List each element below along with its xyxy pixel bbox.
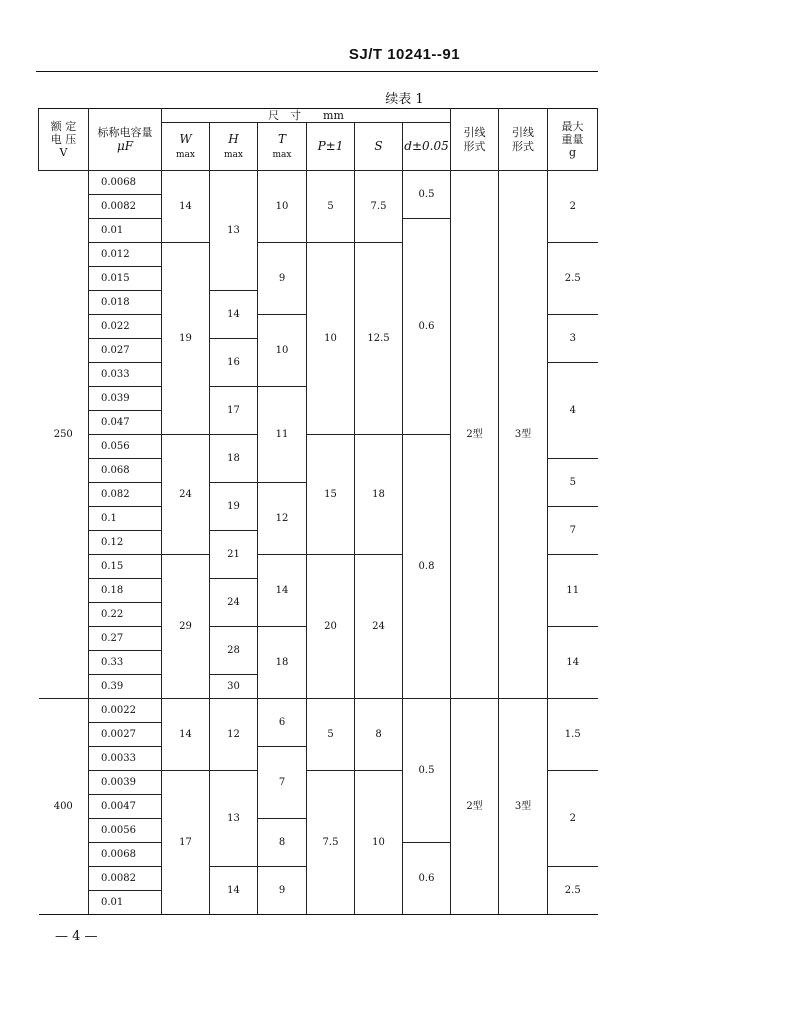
w-cell: 14 — [162, 171, 210, 243]
capacitance-cell: 0.033 — [89, 363, 162, 387]
capacitance-cell: 0.0082 — [89, 195, 162, 219]
d-cell: 0.6 — [403, 219, 451, 435]
header-s: S — [355, 123, 403, 171]
capacitance-cell: 0.01 — [89, 219, 162, 243]
w-cell: 29 — [162, 555, 210, 699]
weight-cell: 5 — [548, 459, 598, 507]
s-cell: 10 — [355, 771, 403, 915]
capacitor-dimension-table — [38, 108, 598, 915]
capacitance-cell: 0.082 — [89, 483, 162, 507]
capacitance-cell: 0.39 — [89, 675, 162, 699]
capacitance-cell: 0.0022 — [89, 699, 162, 723]
capacitance-cell: 0.33 — [89, 651, 162, 675]
h-cell: 13 — [210, 771, 258, 867]
w-cell: 14 — [162, 699, 210, 771]
lead-type-2-cell: 3型 — [499, 171, 548, 699]
s-cell: 7.5 — [355, 171, 403, 243]
p-cell: 15 — [307, 435, 355, 555]
h-cell: 21 — [210, 531, 258, 579]
p-cell: 7.5 — [307, 771, 355, 915]
t-cell: 18 — [258, 627, 307, 699]
t-cell: 10 — [258, 315, 307, 387]
capacitance-cell: 0.068 — [89, 459, 162, 483]
header-rated-voltage: 额 定 电 压 V — [39, 109, 89, 171]
header-h: H max — [210, 123, 258, 171]
capacitance-cell: 0.0027 — [89, 723, 162, 747]
capacitance-cell: 0.056 — [89, 435, 162, 459]
capacitance-cell: 0.022 — [89, 315, 162, 339]
header-dimensions: 尺 寸 mm — [162, 109, 451, 123]
capacitance-cell: 0.047 — [89, 411, 162, 435]
capacitance-cell: 0.0068 — [89, 171, 162, 195]
capacitance-cell: 0.0047 — [89, 795, 162, 819]
capacitance-cell: 0.01 — [89, 891, 162, 915]
weight-cell: 14 — [548, 627, 598, 699]
w-cell: 17 — [162, 771, 210, 915]
h-cell: 28 — [210, 627, 258, 675]
weight-cell: 4 — [548, 363, 598, 459]
table-row — [39, 699, 598, 723]
capacitance-cell: 0.0033 — [89, 747, 162, 771]
weight-cell: 11 — [548, 555, 598, 627]
w-cell: 24 — [162, 435, 210, 555]
capacitance-cell: 0.22 — [89, 603, 162, 627]
h-cell: 13 — [210, 171, 258, 291]
p-cell: 5 — [307, 699, 355, 771]
lead-type-1-cell: 2型 — [451, 171, 499, 699]
p-cell: 10 — [307, 243, 355, 435]
capacitance-cell: 0.015 — [89, 267, 162, 291]
t-cell: 8 — [258, 819, 307, 867]
t-cell: 9 — [258, 867, 307, 915]
capacitance-cell: 0.18 — [89, 579, 162, 603]
h-cell: 18 — [210, 435, 258, 483]
weight-cell: 2.5 — [548, 867, 598, 915]
header-w: W max — [162, 123, 210, 171]
h-cell: 14 — [210, 867, 258, 915]
weight-cell: 3 — [548, 315, 598, 363]
weight-cell: 1.5 — [548, 699, 598, 771]
capacitance-cell: 0.15 — [89, 555, 162, 579]
t-cell: 12 — [258, 483, 307, 555]
h-cell: 14 — [210, 291, 258, 339]
capacitance-cell: 0.0039 — [89, 771, 162, 795]
capacitance-cell: 0.0056 — [89, 819, 162, 843]
table-row — [39, 171, 598, 195]
d-cell: 0.8 — [403, 435, 451, 699]
h-cell: 12 — [210, 699, 258, 771]
capacitance-cell: 0.0082 — [89, 867, 162, 891]
h-cell: 24 — [210, 579, 258, 627]
weight-cell: 2.5 — [548, 243, 598, 315]
header-t: T max — [258, 123, 307, 171]
capacitance-cell: 0.1 — [89, 507, 162, 531]
document-header: SJ/T 10241--91 — [348, 46, 461, 63]
s-cell: 8 — [355, 699, 403, 771]
voltage-250-cell: 250 — [39, 171, 89, 699]
h-cell: 30 — [210, 675, 258, 699]
h-cell: 17 — [210, 387, 258, 435]
table-caption: 续表 1 — [385, 92, 424, 107]
header-max-weight: 最大 重量 g — [548, 109, 598, 171]
p-cell: 5 — [307, 171, 355, 243]
header-p: P±1 — [307, 123, 355, 171]
t-cell: 10 — [258, 171, 307, 243]
page-number: — 4 — — [55, 929, 98, 944]
h-cell: 16 — [210, 339, 258, 387]
t-cell: 6 — [258, 699, 307, 747]
weight-cell: 2 — [548, 171, 598, 243]
h-cell: 19 — [210, 483, 258, 531]
t-cell: 11 — [258, 387, 307, 483]
header-capacitance: 标称电容量 μF — [89, 109, 162, 171]
lead-type-2-cell: 3型 — [499, 699, 548, 915]
s-cell: 24 — [355, 555, 403, 699]
capacitance-cell: 0.27 — [89, 627, 162, 651]
capacitance-cell: 0.0068 — [89, 843, 162, 867]
voltage-400-cell: 400 — [39, 699, 89, 915]
d-cell: 0.5 — [403, 171, 451, 219]
p-cell: 20 — [307, 555, 355, 699]
t-cell: 7 — [258, 747, 307, 819]
capacitance-cell: 0.12 — [89, 531, 162, 555]
capacitance-cell: 0.027 — [89, 339, 162, 363]
d-cell: 0.5 — [403, 699, 451, 843]
header-rule — [36, 71, 598, 72]
t-cell: 14 — [258, 555, 307, 627]
capacitance-cell: 0.039 — [89, 387, 162, 411]
header-d: d±0.05 — [403, 123, 451, 171]
d-cell: 0.6 — [403, 843, 451, 915]
lead-type-1-cell: 2型 — [451, 699, 499, 915]
weight-cell: 7 — [548, 507, 598, 555]
header-lead-type-1: 引线 形式 — [451, 109, 499, 171]
header-lead-type-2: 引线 形式 — [499, 109, 548, 171]
weight-cell: 2 — [548, 771, 598, 867]
w-cell: 19 — [162, 243, 210, 435]
capacitance-cell: 0.012 — [89, 243, 162, 267]
s-cell: 12.5 — [355, 243, 403, 435]
capacitance-cell: 0.018 — [89, 291, 162, 315]
t-cell: 9 — [258, 243, 307, 315]
s-cell: 18 — [355, 435, 403, 555]
